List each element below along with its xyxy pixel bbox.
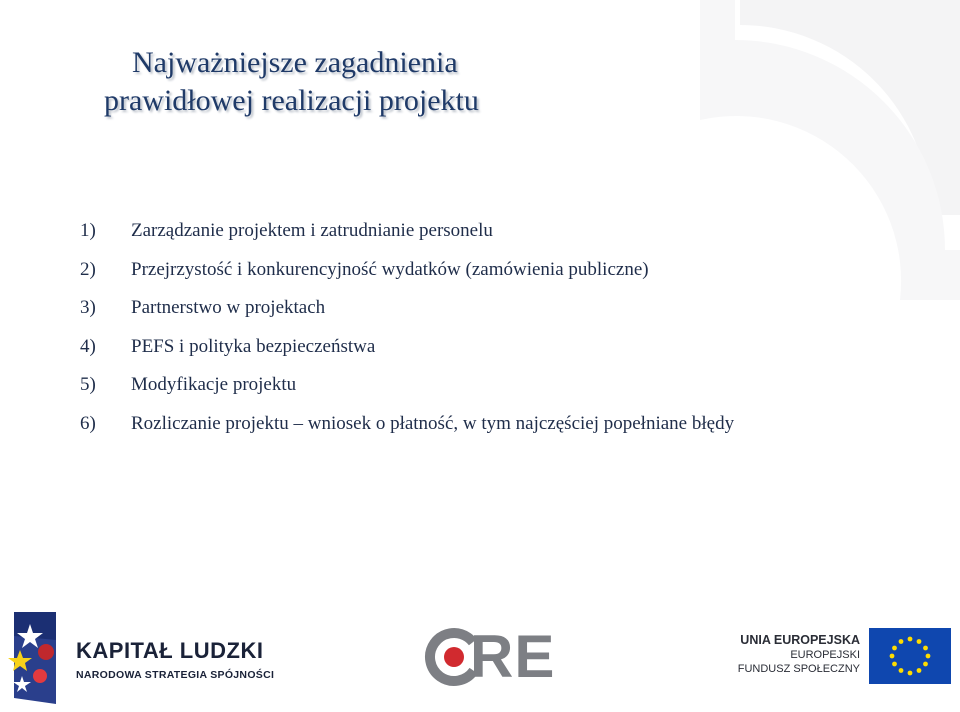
- ore-logo-text: RE: [470, 623, 556, 690]
- list-item: [80, 289, 734, 328]
- kapital-ludzki-title: KAPITAŁ LUDZKI: [76, 638, 264, 663]
- item-number: 2): [80, 258, 96, 280]
- eu-line-3: FUNDUSZ SPOŁECZNY: [737, 663, 860, 675]
- item-text: Rozliczanie projektu – wniosek o płatność, w tym najczęściej popełniane błędy: [131, 412, 735, 434]
- title-line-1: Najważniejsze zagadnienia: [132, 46, 458, 79]
- kapital-ludzki-logo: [76, 640, 274, 682]
- topics-list: [80, 212, 734, 443]
- kapital-ludzki-subtitle: NARODOWA STRATEGIA SPÓJNOŚCI: [76, 669, 275, 681]
- list-item: [80, 405, 734, 444]
- item-text: Partnerstwo w projektach: [131, 297, 326, 318]
- item-number: 6): [80, 412, 96, 434]
- item-number: 5): [80, 374, 96, 395]
- item-number: 3): [80, 297, 96, 318]
- list-item: [80, 366, 734, 405]
- title-line-2: prawidłowej realizacji projektu: [104, 84, 479, 117]
- item-text: Przejrzystość i konkurencyjność wydatków (zamówienia publiczne): [131, 258, 649, 280]
- list-item: [80, 212, 734, 251]
- eu-logo-text: [738, 632, 860, 676]
- item-number: 4): [80, 335, 96, 357]
- eu-flag-icon: [869, 628, 951, 684]
- slide-title: [104, 44, 704, 120]
- list-item: [80, 251, 734, 290]
- kapital-ludzki-logo-icon: [8, 612, 56, 704]
- item-text: PEFS i polityka bezpieczeństwa: [131, 335, 376, 357]
- item-text: Zarządzanie projektem i zatrudnianie personelu: [131, 220, 493, 241]
- item-number: 1): [80, 220, 96, 241]
- item-text: Modyfikacje projektu: [131, 374, 297, 395]
- eu-title: UNIA EUROPEJSKA: [740, 633, 860, 647]
- list-item: [80, 328, 734, 367]
- eu-line-2: EUROPEJSKI: [790, 649, 860, 661]
